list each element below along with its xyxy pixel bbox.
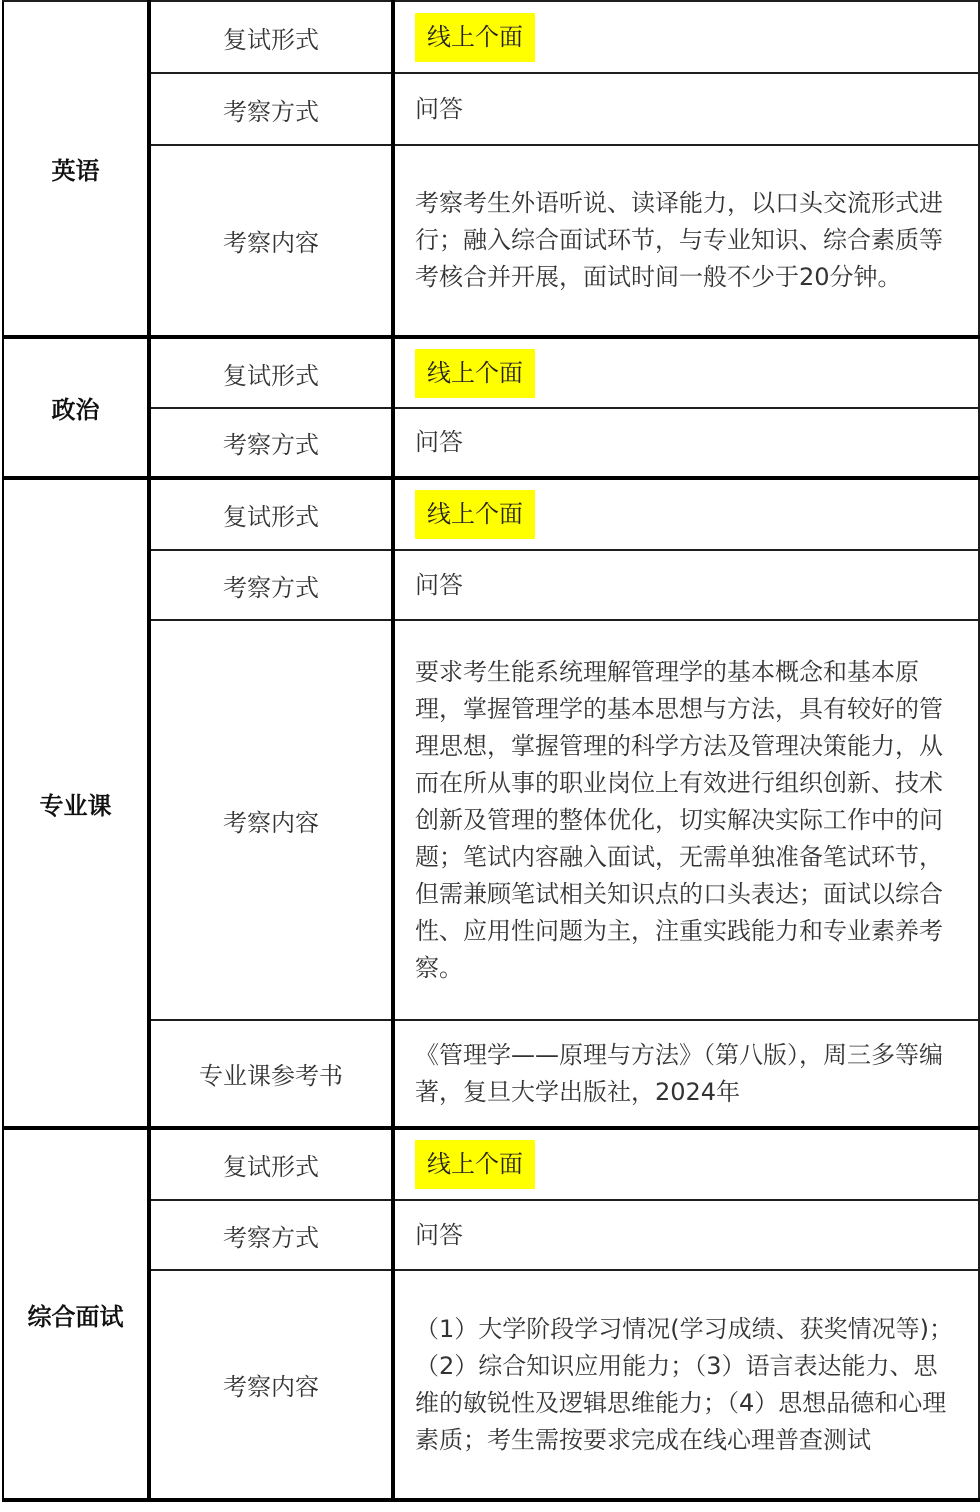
table-row [3, 1200, 979, 1270]
row-label: 考察方式 [149, 1200, 393, 1270]
row-label: 考察方式 [149, 550, 393, 620]
highlighted-value: 线上个面 [415, 349, 535, 398]
category-english: 英语 [3, 1, 149, 337]
row-label: 考察内容 [149, 620, 393, 1020]
table-row [3, 408, 979, 478]
row-value [393, 1128, 979, 1200]
row-label: 复试形式 [149, 337, 393, 408]
table-row [3, 1, 979, 73]
row-label: 复试形式 [149, 1, 393, 73]
table-row [3, 337, 979, 408]
row-value: 《管理学——原理与方法》（第八版），周三多等编著，复旦大学出版社，2024年 [393, 1020, 979, 1128]
row-label: 考察方式 [149, 408, 393, 478]
retest-requirements-table [2, 0, 980, 1502]
row-label: 复试形式 [149, 478, 393, 550]
highlighted-value: 线上个面 [415, 490, 535, 539]
row-value: 问答 [393, 73, 979, 145]
row-value: 问答 [393, 550, 979, 620]
row-value: 考察考生外语听说、读译能力，以口头交流形式进行；融入综合面试环节，与专业知识、综合素质等考核合并开展，面试时间一般不少于20分钟。 [393, 145, 979, 337]
table-row [3, 145, 979, 337]
highlighted-value: 线上个面 [415, 13, 535, 62]
table-row [3, 550, 979, 620]
retest-requirements-table-wrapper [2, 0, 978, 1502]
row-label: 专业课参考书 [149, 1020, 393, 1128]
row-label: 考察方式 [149, 73, 393, 145]
row-value [393, 337, 979, 408]
row-value: 问答 [393, 1200, 979, 1270]
table-row [3, 620, 979, 1020]
category-politics: 政治 [3, 337, 149, 478]
row-value: 问答 [393, 408, 979, 478]
row-value [393, 478, 979, 550]
category-major: 专业课 [3, 478, 149, 1128]
row-value [393, 1, 979, 73]
table-row [3, 1128, 979, 1200]
row-label: 复试形式 [149, 1128, 393, 1200]
row-value: （1）大学阶段学习情况(学习成绩、获奖情况等)；（2）综合知识应用能力；（3）语言表达能力、思维的敏锐性及逻辑思维能力；（4）思想品德和心理素质；考生需按要求完成在线心理普查测试 [393, 1270, 979, 1500]
row-label: 考察内容 [149, 1270, 393, 1500]
table-row [3, 73, 979, 145]
table-row [3, 478, 979, 550]
table-row [3, 1020, 979, 1128]
table-row [3, 1270, 979, 1500]
row-label: 考察内容 [149, 145, 393, 337]
highlighted-value: 线上个面 [415, 1140, 535, 1189]
row-value: 要求考生能系统理解管理学的基本概念和基本原理，掌握管理学的基本思想与方法，具有较好的管理思想，掌握管理的科学方法及管理决策能力，从而在所从事的职业岗位上有效进行组织创新、技术创新及管理的整体优化，切实解决实际工作中的问题；笔试内容融入面试，无需单独准备笔试环节，但需兼顾笔试相关知识点的口头表达；面试以综合性、应用性问题为主，注重实践能力和专业素养考察。 [393, 620, 979, 1020]
category-interview: 综合面试 [3, 1128, 149, 1500]
